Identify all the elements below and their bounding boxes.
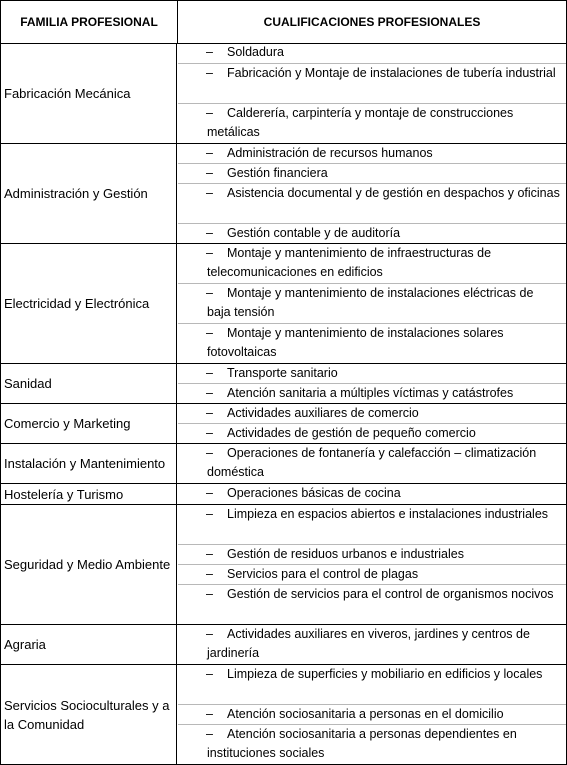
header-family: FAMILIA PROFESIONAL xyxy=(1,1,178,43)
qualifications-cell xyxy=(178,43,566,143)
dash-bullet: – xyxy=(206,507,213,521)
dash-bullet: – xyxy=(206,386,213,400)
table-row-group xyxy=(1,444,566,484)
qualifications-cell xyxy=(178,505,566,624)
qualification-item: – Fabricación y Montaje de instalaciones de tubería industrial xyxy=(178,64,566,104)
qualification-item: – Actividades auxiliares en viveros, jardines y centros de jardinería xyxy=(206,627,530,660)
dash-bullet: – xyxy=(206,106,213,120)
dash-bullet: – xyxy=(206,45,213,59)
qualification-item: – Actividades auxiliares de comercio xyxy=(178,404,566,424)
family-cell: Sanidad xyxy=(1,364,177,403)
dash-bullet: – xyxy=(206,166,213,180)
table-row-group xyxy=(1,43,566,144)
qualification-item: – Operaciones básicas de cocina xyxy=(178,484,566,505)
dash-bullet: – xyxy=(206,547,213,561)
table-row-group xyxy=(1,505,566,625)
dash-bullet: – xyxy=(206,66,213,80)
table-row-group xyxy=(1,665,566,764)
qualification-item: – Actividades de gestión de pequeño comercio xyxy=(178,424,566,444)
dash-bullet: – xyxy=(206,286,213,300)
qualification-item: – Soldadura xyxy=(178,43,566,64)
qualification-item: – Limpieza en espacios abiertos e instalaciones industriales xyxy=(178,505,566,545)
qualification-item: – Montaje y mantenimiento de instalaciones eléctricas de baja tensión xyxy=(178,284,566,324)
qualification-item: – Atención sociosanitaria a personas en el domicilio xyxy=(178,705,566,725)
dash-bullet: – xyxy=(206,426,213,440)
table-row-group xyxy=(1,144,566,244)
qualifications-cell xyxy=(178,404,566,443)
dash-bullet: – xyxy=(206,226,213,240)
qualification-item: – Montaje y mantenimiento de instalaciones solares fotovoltaicas xyxy=(206,326,504,359)
dash-bullet: – xyxy=(206,587,213,601)
qualifications-cell xyxy=(178,444,566,483)
qualifications-cell xyxy=(178,665,566,764)
family-cell: Fabricación Mecánica xyxy=(1,43,177,143)
qualification-item: – Asistencia documental y de gestión en despachos y oficinas xyxy=(178,184,566,224)
dash-bullet: – xyxy=(206,627,213,641)
dash-bullet: – xyxy=(206,326,213,340)
qualifications-cell xyxy=(178,144,566,243)
qualification-item: – Calderería, carpintería y montaje de construcciones metálicas xyxy=(206,106,514,139)
table-row-group xyxy=(1,404,566,444)
table-header xyxy=(1,1,566,44)
qualifications-cell xyxy=(178,625,566,664)
dash-bullet: – xyxy=(206,707,213,721)
dash-bullet: – xyxy=(206,446,213,460)
dash-bullet: – xyxy=(206,727,213,741)
qualification-item: – Gestión de servicios para el control de organismos nocivos xyxy=(178,585,566,625)
qualification-item: – Gestión de residuos urbanos e industriales xyxy=(178,545,566,565)
qualification-item: – Servicios para el control de plagas xyxy=(178,565,566,585)
qualifications-cell xyxy=(178,244,566,363)
table-row-group xyxy=(1,364,566,404)
qualification-item: – Atención sanitaria a múltiples víctimas y catástrofes xyxy=(178,384,566,404)
qualification-item: – Gestión financiera xyxy=(178,164,566,184)
dash-bullet: – xyxy=(206,406,213,420)
qualification-item: – Operaciones de fontanería y calefacción – climatización doméstica xyxy=(206,446,537,479)
qualifications-cell xyxy=(178,484,566,504)
family-cell: Seguridad y Medio Ambiente xyxy=(1,505,177,624)
family-cell: Hostelería y Turismo xyxy=(1,484,177,504)
table-row-group xyxy=(1,625,566,665)
qualification-item: – Limpieza de superficies y mobiliario en edificios y locales xyxy=(178,665,566,705)
dash-bullet: – xyxy=(206,146,213,160)
qualification-item: – Atención sociosanitaria a personas dependientes en instituciones sociales xyxy=(206,727,517,760)
dash-bullet: – xyxy=(206,186,213,200)
table-row-group xyxy=(1,484,566,505)
qualification-item: – Gestión contable y de auditoría xyxy=(178,224,566,244)
family-cell: Comercio y Marketing xyxy=(1,404,177,443)
qualification-item: – Montaje y mantenimiento de infraestructuras de telecomunicaciones en edificios xyxy=(178,244,566,284)
dash-bullet: – xyxy=(206,486,213,500)
family-cell: Servicios Socioculturales y a la Comunidad xyxy=(1,665,177,764)
header-qualifications: CUALIFICACIONES PROFESIONALES xyxy=(263,15,481,29)
dash-bullet: – xyxy=(206,567,213,581)
qualifications-cell xyxy=(178,364,566,403)
family-cell: Instalación y Mantenimiento xyxy=(1,444,177,483)
family-cell: Agraria xyxy=(1,625,177,664)
table-row-group xyxy=(1,244,566,364)
dash-bullet: – xyxy=(206,246,213,260)
qualification-item: – Administración de recursos humanos xyxy=(178,144,566,164)
dash-bullet: – xyxy=(206,366,213,380)
family-cell: Administración y Gestión xyxy=(1,144,177,243)
dash-bullet: – xyxy=(206,667,213,681)
family-cell: Electricidad y Electrónica xyxy=(1,244,177,363)
qualification-item: – Transporte sanitario xyxy=(178,364,566,384)
